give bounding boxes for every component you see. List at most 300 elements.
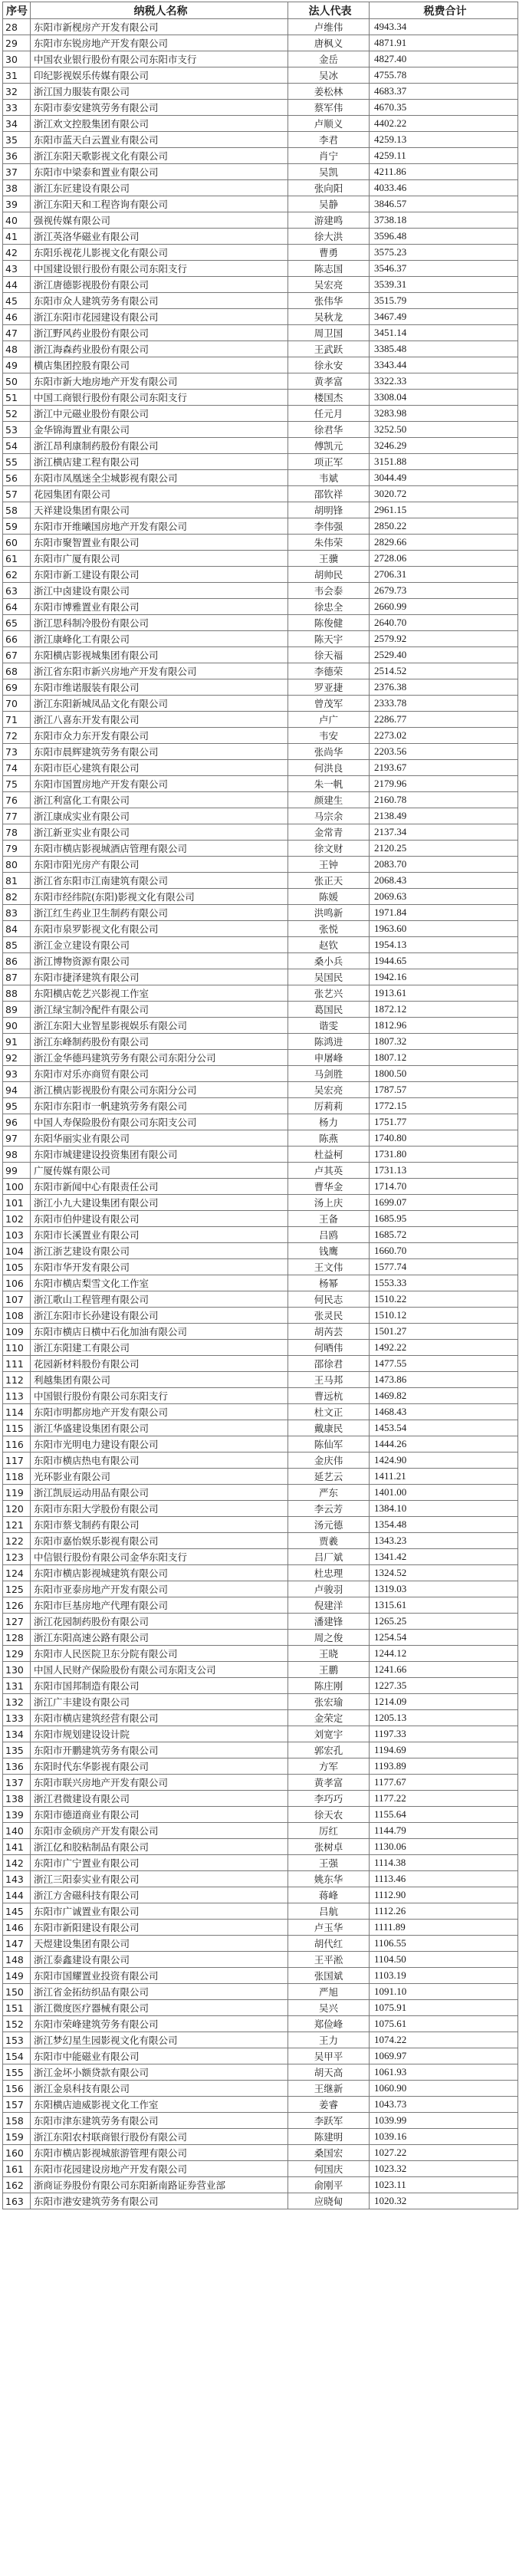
company-name: 东阳市广诚置业有限公司 — [31, 1903, 288, 1920]
company-name: 印纪影视娱乐传媒有限公司 — [31, 67, 288, 84]
legal-representative: 王平淞 — [288, 1952, 370, 1968]
tax-total: 1354.48 — [370, 1517, 518, 1533]
company-name: 中国银行股份有限公司东阳支行 — [31, 1388, 288, 1404]
table-row — [3, 84, 518, 100]
row-index: 81 — [3, 873, 31, 889]
table-row — [3, 1018, 518, 1034]
legal-representative: 徐忠全 — [288, 599, 370, 615]
table-row — [3, 1726, 518, 1742]
row-index: 149 — [3, 1968, 31, 1984]
company-name: 浙江东阳高速公路有限公司 — [31, 1630, 288, 1646]
tax-total: 1577.74 — [370, 1259, 518, 1275]
table-row — [3, 229, 518, 245]
company-name: 东阳市东锐房地产开发有限公司 — [31, 35, 288, 51]
row-index: 133 — [3, 1710, 31, 1726]
legal-representative: 陈燕 — [288, 1130, 370, 1147]
table-row — [3, 1775, 518, 1791]
table-row — [3, 1082, 518, 1098]
company-name: 浙江金立建设有限公司 — [31, 937, 288, 953]
legal-representative: 桑国宏 — [288, 2145, 370, 2161]
tax-total: 1731.80 — [370, 1147, 518, 1163]
row-index: 144 — [3, 1887, 31, 1903]
legal-representative: 吴秋龙 — [288, 309, 370, 325]
table-row — [3, 1903, 518, 1920]
legal-representative: 姜松林 — [288, 84, 370, 100]
tax-total: 1112.90 — [370, 1887, 518, 1903]
row-index: 77 — [3, 808, 31, 824]
legal-representative: 马宗余 — [288, 808, 370, 824]
table-row — [3, 1340, 518, 1356]
company-name: 东阳横店迪威影视文化工作室 — [31, 2097, 288, 2113]
row-index: 58 — [3, 502, 31, 518]
company-name: 东阳时代东华影视有限公司 — [31, 1758, 288, 1775]
table-row — [3, 212, 518, 229]
table-row — [3, 1581, 518, 1597]
legal-representative: 杨力 — [288, 1114, 370, 1130]
table-row — [3, 406, 518, 422]
tax-total: 1872.12 — [370, 1002, 518, 1018]
legal-representative: 陈媛 — [288, 889, 370, 905]
company-name: 东阳市众力东开发有限公司 — [31, 728, 288, 744]
tax-total: 1411.21 — [370, 1469, 518, 1485]
company-name: 东阳华丽实业有限公司 — [31, 1130, 288, 1147]
table-row — [3, 1404, 518, 1420]
tax-total: 1468.43 — [370, 1404, 518, 1420]
table-row — [3, 1211, 518, 1227]
tax-total: 1685.72 — [370, 1227, 518, 1243]
table-row — [3, 1694, 518, 1710]
company-name: 东阳市新大地房地产开发有限公司 — [31, 373, 288, 390]
legal-representative: 徐大洪 — [288, 229, 370, 245]
tax-total: 1177.22 — [370, 1791, 518, 1807]
company-name: 东阳市德道商业有限公司 — [31, 1807, 288, 1823]
legal-representative: 曹勇 — [288, 245, 370, 261]
table-row — [3, 518, 518, 535]
table-row — [3, 2177, 518, 2193]
row-index: 44 — [3, 277, 31, 293]
tax-total: 1401.00 — [370, 1485, 518, 1501]
legal-representative: 刘宽宇 — [288, 1726, 370, 1742]
table-row — [3, 1533, 518, 1549]
table-row — [3, 1388, 518, 1404]
tax-total: 4755.78 — [370, 67, 518, 84]
table-row — [3, 1372, 518, 1388]
legal-representative: 张尚华 — [288, 744, 370, 760]
tax-total: 3322.33 — [370, 373, 518, 390]
company-name: 浙江君微建设有限公司 — [31, 1791, 288, 1807]
company-name: 浙江昂利康制药股份有限公司 — [31, 438, 288, 454]
header-row — [3, 2, 518, 19]
table-row — [3, 969, 518, 985]
row-index: 126 — [3, 1597, 31, 1614]
legal-representative: 王马邦 — [288, 1372, 370, 1388]
legal-representative: 卢顺义 — [288, 116, 370, 132]
company-name: 东阳市城建建设投资集团有限公司 — [31, 1147, 288, 1163]
company-name: 浙江歌山工程管理有限公司 — [31, 1291, 288, 1308]
table-row — [3, 422, 518, 438]
tax-total: 4827.40 — [370, 51, 518, 67]
row-index: 64 — [3, 599, 31, 615]
table-row — [3, 1420, 518, 1436]
company-name: 东阳市人民医院卫东分院有限公司 — [31, 1646, 288, 1662]
row-index: 90 — [3, 1018, 31, 1034]
row-index: 158 — [3, 2113, 31, 2129]
row-index: 162 — [3, 2177, 31, 2193]
table-row — [3, 1855, 518, 1871]
row-index: 143 — [3, 1871, 31, 1887]
row-index: 79 — [3, 841, 31, 857]
company-name: 东阳市金硕房产开发有限公司 — [31, 1823, 288, 1839]
legal-representative: 周卫国 — [288, 325, 370, 341]
row-index: 34 — [3, 116, 31, 132]
legal-representative: 倪建洋 — [288, 1597, 370, 1614]
legal-representative: 颜建生 — [288, 792, 370, 808]
company-name: 东阳市聚智置业有限公司 — [31, 535, 288, 551]
tax-total: 1944.65 — [370, 953, 518, 969]
row-index: 74 — [3, 760, 31, 776]
tax-total: 1731.13 — [370, 1163, 518, 1179]
company-name: 东阳市亚泰房地产开发有限公司 — [31, 1581, 288, 1597]
row-index: 102 — [3, 1211, 31, 1227]
tax-total: 1751.77 — [370, 1114, 518, 1130]
row-index: 94 — [3, 1082, 31, 1098]
table-row — [3, 535, 518, 551]
row-index: 132 — [3, 1694, 31, 1710]
legal-representative: 严旭 — [288, 1984, 370, 2000]
header-index: 序号 — [3, 2, 31, 19]
company-name: 中国人民财产保险股份有限公司东阳支公司 — [31, 1662, 288, 1678]
tax-total: 1227.35 — [370, 1678, 518, 1694]
tax-total: 1324.52 — [370, 1565, 518, 1581]
tax-total: 1103.19 — [370, 1968, 518, 1984]
row-index: 153 — [3, 2032, 31, 2048]
legal-representative: 吴冰 — [288, 67, 370, 84]
row-index: 156 — [3, 2081, 31, 2097]
tax-total: 2138.49 — [370, 808, 518, 824]
tax-total: 1254.54 — [370, 1630, 518, 1646]
tax-total: 1112.26 — [370, 1903, 518, 1920]
table-row — [3, 1291, 518, 1308]
table-row — [3, 1920, 518, 1936]
legal-representative: 李巧巧 — [288, 1791, 370, 1807]
row-index: 112 — [3, 1372, 31, 1388]
legal-representative: 张伟华 — [288, 293, 370, 309]
legal-representative: 吴兴 — [288, 2000, 370, 2016]
legal-representative: 楼国杰 — [288, 390, 370, 406]
tax-total: 3846.57 — [370, 196, 518, 212]
row-index: 93 — [3, 1066, 31, 1082]
table-row — [3, 615, 518, 631]
legal-representative: 张树卓 — [288, 1839, 370, 1855]
row-index: 39 — [3, 196, 31, 212]
legal-representative: 洪鸣新 — [288, 905, 370, 921]
company-name: 浙江亿和胶粘制品有限公司 — [31, 1839, 288, 1855]
table-row — [3, 148, 518, 164]
tax-total: 1130.06 — [370, 1839, 518, 1855]
tax-total: 3283.98 — [370, 406, 518, 422]
tax-total: 1510.12 — [370, 1308, 518, 1324]
row-index: 46 — [3, 309, 31, 325]
legal-representative: 李德荣 — [288, 663, 370, 679]
table-row — [3, 1742, 518, 1758]
tax-total: 2728.06 — [370, 551, 518, 567]
company-name: 东阳市泰安建筑劳务有限公司 — [31, 100, 288, 116]
company-name: 东阳市博雅置业有限公司 — [31, 599, 288, 615]
row-index: 107 — [3, 1291, 31, 1308]
row-index: 35 — [3, 132, 31, 148]
table-row — [3, 647, 518, 663]
row-index: 29 — [3, 35, 31, 51]
legal-representative: 王骥 — [288, 551, 370, 567]
tax-total: 1114.38 — [370, 1855, 518, 1871]
table-row — [3, 631, 518, 647]
legal-representative: 曹华金 — [288, 1179, 370, 1195]
tax-total: 1039.99 — [370, 2113, 518, 2129]
tax-total: 1699.07 — [370, 1195, 518, 1211]
row-index: 105 — [3, 1259, 31, 1275]
tax-total: 4259.11 — [370, 148, 518, 164]
row-index: 157 — [3, 2097, 31, 2113]
row-index: 45 — [3, 293, 31, 309]
table-row — [3, 712, 518, 728]
row-index: 75 — [3, 776, 31, 792]
tax-total: 1205.13 — [370, 1710, 518, 1726]
table-row — [3, 760, 518, 776]
tax-total: 1113.46 — [370, 1871, 518, 1887]
table-row — [3, 293, 518, 309]
company-name: 浙江东阳天歌影视文化有限公司 — [31, 148, 288, 164]
legal-representative: 王武跃 — [288, 341, 370, 357]
legal-representative: 延艺云 — [288, 1469, 370, 1485]
company-name: 浙江英洛华磁业有限公司 — [31, 229, 288, 245]
company-name: 浙江新亚实业有限公司 — [31, 824, 288, 841]
tax-total: 2179.96 — [370, 776, 518, 792]
tax-total: 1954.13 — [370, 937, 518, 953]
legal-representative: 吕航 — [288, 1903, 370, 1920]
company-name: 东阳市对乐亦商贸有限公司 — [31, 1066, 288, 1082]
legal-representative: 邵徐君 — [288, 1356, 370, 1372]
legal-representative: 钱鹰 — [288, 1243, 370, 1259]
tax-total: 1469.82 — [370, 1388, 518, 1404]
company-name: 浙江东阳大业智星影视娱乐有限公司 — [31, 1018, 288, 1034]
company-name: 浙江东阳市花园建设有限公司 — [31, 309, 288, 325]
company-name: 广厦传媒有限公司 — [31, 1163, 288, 1179]
tax-total: 1039.16 — [370, 2129, 518, 2145]
row-index: 49 — [3, 357, 31, 373]
row-index: 106 — [3, 1275, 31, 1291]
company-name: 天祥建设集团有限公司 — [31, 502, 288, 518]
row-index: 127 — [3, 1614, 31, 1630]
row-index: 82 — [3, 889, 31, 905]
legal-representative: 张灵民 — [288, 1308, 370, 1324]
row-index: 96 — [3, 1114, 31, 1130]
row-index: 114 — [3, 1404, 31, 1420]
legal-representative: 项正军 — [288, 454, 370, 470]
table-row — [3, 1163, 518, 1179]
legal-representative: 张悦 — [288, 921, 370, 937]
company-name: 东阳市中能磁业有限公司 — [31, 2048, 288, 2064]
company-name: 浙江金坏小额贷款有限公司 — [31, 2064, 288, 2081]
row-index: 69 — [3, 679, 31, 696]
legal-representative: 胡芮芸 — [288, 1324, 370, 1340]
table-row — [3, 1243, 518, 1259]
table-row — [3, 1952, 518, 1968]
legal-representative: 申屠峰 — [288, 1050, 370, 1066]
row-index: 118 — [3, 1469, 31, 1485]
tax-total: 3738.18 — [370, 212, 518, 229]
company-name: 浙江横店建工程有限公司 — [31, 454, 288, 470]
table-row — [3, 2161, 518, 2177]
company-name: 东阳市新枧房产开发有限公司 — [31, 19, 288, 35]
row-index: 116 — [3, 1436, 31, 1452]
company-name: 东阳市凤凰迷全尘城影视有限公司 — [31, 470, 288, 486]
tax-total: 1074.22 — [370, 2032, 518, 2048]
tax-total: 4259.13 — [370, 132, 518, 148]
row-index: 28 — [3, 19, 31, 35]
company-name: 浙江绿宝制冷配件有限公司 — [31, 1002, 288, 1018]
company-name: 天煜建设集团有限公司 — [31, 1936, 288, 1952]
company-name: 东阳市广宁置业有限公司 — [31, 1855, 288, 1871]
row-index: 76 — [3, 792, 31, 808]
company-name: 东阳市中梁泰和置业有限公司 — [31, 164, 288, 180]
legal-representative: 邵钦祥 — [288, 486, 370, 502]
tax-total: 3308.04 — [370, 390, 518, 406]
legal-representative: 韦斌 — [288, 470, 370, 486]
company-name: 中国农业银行股份有限公司东阳市支行 — [31, 51, 288, 67]
company-name: 东阳市维诺服装有限公司 — [31, 679, 288, 696]
table-row — [3, 2097, 518, 2113]
row-index: 30 — [3, 51, 31, 67]
legal-representative: 姚东华 — [288, 1871, 370, 1887]
table-row — [3, 841, 518, 857]
table-row — [3, 1614, 518, 1630]
table-row — [3, 1887, 518, 1903]
legal-representative: 姜睿 — [288, 2097, 370, 2113]
tax-total: 1265.25 — [370, 1614, 518, 1630]
company-name: 浙商证券股份有限公司东阳新南路证券营业部 — [31, 2177, 288, 2193]
legal-representative: 应晓甸 — [288, 2193, 370, 2209]
legal-representative: 徐天福 — [288, 647, 370, 663]
table-row — [3, 1436, 518, 1452]
company-name: 浙江三阳泰实业有限公司 — [31, 1871, 288, 1887]
row-index: 152 — [3, 2016, 31, 2032]
legal-representative: 厉红 — [288, 1823, 370, 1839]
row-index: 154 — [3, 2048, 31, 2064]
table-row — [3, 2016, 518, 2032]
company-name: 东阳市横店日横中石化加油有限公司 — [31, 1324, 288, 1340]
row-index: 147 — [3, 1936, 31, 1952]
table-row — [3, 341, 518, 357]
legal-representative: 吴静 — [288, 196, 370, 212]
table-row — [3, 1984, 518, 2000]
row-index: 123 — [3, 1549, 31, 1565]
table-row — [3, 1098, 518, 1114]
tax-total: 2514.52 — [370, 663, 518, 679]
legal-representative: 卢广 — [288, 712, 370, 728]
table-row — [3, 696, 518, 712]
table-row — [3, 1114, 518, 1130]
company-name: 浙江唐德影视股份有限公司 — [31, 277, 288, 293]
company-name: 浙江欢文控股集团有限公司 — [31, 116, 288, 132]
row-index: 141 — [3, 1839, 31, 1855]
legal-representative: 金岳 — [288, 51, 370, 67]
row-index: 83 — [3, 905, 31, 921]
company-name: 浙江中元磁业股份有限公司 — [31, 406, 288, 422]
tax-total: 3151.88 — [370, 454, 518, 470]
tax-total: 3044.49 — [370, 470, 518, 486]
company-name: 东阳市众人建筑劳务有限公司 — [31, 293, 288, 309]
row-index: 92 — [3, 1050, 31, 1066]
tax-total: 2160.78 — [370, 792, 518, 808]
company-name: 花园新材料股份有限公司 — [31, 1356, 288, 1372]
tax-total: 3020.72 — [370, 486, 518, 502]
tax-total: 3451.14 — [370, 325, 518, 341]
row-index: 134 — [3, 1726, 31, 1742]
legal-representative: 金庆伟 — [288, 1452, 370, 1469]
row-index: 142 — [3, 1855, 31, 1871]
row-index: 84 — [3, 921, 31, 937]
table-row — [3, 470, 518, 486]
tax-total: 1319.03 — [370, 1581, 518, 1597]
row-index: 32 — [3, 84, 31, 100]
row-index: 37 — [3, 164, 31, 180]
tax-total: 2069.63 — [370, 889, 518, 905]
company-name: 东阳乐视花儿影视文化有限公司 — [31, 245, 288, 261]
legal-representative: 王钟 — [288, 857, 370, 873]
table-row — [3, 953, 518, 969]
table-row — [3, 35, 518, 51]
table-row — [3, 1936, 518, 1952]
legal-representative: 吴甲平 — [288, 2048, 370, 2064]
legal-representative: 黄孝富 — [288, 1775, 370, 1791]
tax-total: 1384.10 — [370, 1501, 518, 1517]
legal-representative: 杜忠理 — [288, 1565, 370, 1581]
company-name: 浙江思科制冷股份有限公司 — [31, 615, 288, 631]
table-row — [3, 1501, 518, 1517]
table-row — [3, 937, 518, 953]
table-row — [3, 567, 518, 583]
legal-representative: 李云芳 — [288, 1501, 370, 1517]
tax-total: 1244.12 — [370, 1646, 518, 1662]
table-row — [3, 373, 518, 390]
row-index: 62 — [3, 567, 31, 583]
tax-total: 2829.66 — [370, 535, 518, 551]
row-index: 113 — [3, 1388, 31, 1404]
table-row — [3, 744, 518, 760]
row-index: 117 — [3, 1452, 31, 1469]
tax-total: 2068.43 — [370, 873, 518, 889]
legal-representative: 陈庄刚 — [288, 1678, 370, 1694]
table-row — [3, 857, 518, 873]
row-index: 124 — [3, 1565, 31, 1581]
company-name: 浙江中卤建设有限公司 — [31, 583, 288, 599]
table-row — [3, 1002, 518, 1018]
legal-representative: 何洪良 — [288, 760, 370, 776]
row-index: 54 — [3, 438, 31, 454]
tax-total: 1075.61 — [370, 2016, 518, 2032]
company-name: 浙江省金拓纺织品有限公司 — [31, 1984, 288, 2000]
tax-total: 3575.23 — [370, 245, 518, 261]
row-index: 161 — [3, 2161, 31, 2177]
table-row — [3, 2032, 518, 2048]
company-name: 金华锦海置业有限公司 — [31, 422, 288, 438]
row-index: 120 — [3, 1501, 31, 1517]
table-row — [3, 2145, 518, 2161]
tax-total: 1241.66 — [370, 1662, 518, 1678]
legal-representative: 曹远杭 — [288, 1388, 370, 1404]
table-row — [3, 1227, 518, 1243]
company-name: 浙江泰鑫建设有限公司 — [31, 1952, 288, 1968]
